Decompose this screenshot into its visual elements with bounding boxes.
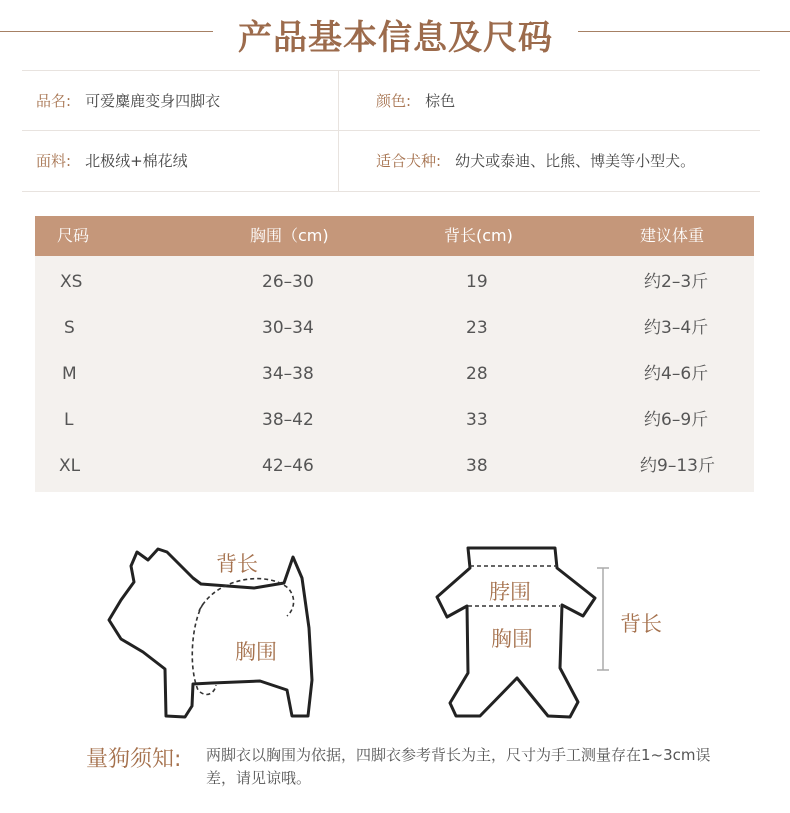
size-table [35,216,754,492]
info-divider [338,70,339,192]
cell-back: 33 [466,410,488,430]
header-size: 尺码 [57,226,90,245]
color-value: 棕色 [425,92,456,110]
note-text: 两脚衣以胸围为依据，四脚衣参考背长为主，尺寸为手工测量存在1~3cm误差，请见谅哦。 [206,746,711,787]
header-chest: 胸围（cm) [250,226,329,245]
back-length-bracket-icon [597,568,609,670]
cell-chest: 26–30 [262,272,314,292]
cell-back: 38 [466,456,488,476]
product-info-table [22,70,760,192]
info-row-2 [22,130,760,192]
cell-chest: 30–34 [262,318,314,338]
measuring-note [86,740,746,800]
cell-back: 19 [466,272,488,292]
cell-size: M [62,364,77,384]
cell-weight: 约6–9斤 [644,410,709,430]
table-row [35,351,754,397]
title-divider-left [0,31,213,32]
dog-chest-label: 胸围 [235,640,277,664]
note-label: 量狗须知: [86,747,182,772]
table-row [35,259,754,305]
cell-weight: 约4–6斤 [644,364,709,384]
dog-back-label: 背长 [216,552,258,576]
cell-weight: 约9–13斤 [640,456,715,476]
color-label: 颜色: [376,92,412,110]
fabric-value: 北极绒+棉花绒 [85,152,188,170]
header-weight: 建议体重 [640,226,705,245]
cell-size: L [64,410,74,430]
page-title: 产品基本信息及尺码 [238,18,553,58]
garment-back-label: 背长 [620,612,662,636]
name-cell [36,71,220,131]
cell-size: XS [60,272,83,292]
cell-size: XL [59,456,81,476]
table-row [35,443,754,489]
info-row-1 [22,70,760,131]
title-divider-right [578,31,790,32]
header-back: 背长(cm) [444,226,513,245]
cell-back: 23 [466,318,488,338]
title-bar [0,0,790,70]
cell-chest: 34–38 [262,364,314,384]
dog-chest-dashed-line [192,604,216,694]
table-row [35,397,754,443]
breed-cell [376,131,695,191]
breed-label: 适合犬种: [376,152,442,170]
cell-chest: 42–46 [262,456,314,476]
color-cell [376,71,455,131]
cell-chest: 38–42 [262,410,314,430]
breed-value: 幼犬或泰迪、比熊、博美等小型犬。 [455,152,696,170]
cell-back: 28 [466,364,488,384]
size-table-header [35,216,754,256]
dog-outline-icon [109,549,312,717]
fabric-label: 面料: [36,152,72,170]
name-value: 可爱麋鹿变身四脚衣 [85,92,221,110]
cell-weight: 约2–3斤 [644,272,709,292]
diagram-illustration [0,500,790,740]
garment-neck-label: 脖围 [489,580,531,604]
table-row [35,305,754,351]
name-label: 品名: [36,92,72,110]
measurement-diagram [0,500,790,740]
cell-size: S [64,318,75,338]
fabric-cell [36,131,188,191]
cell-weight: 约3–4斤 [644,318,709,338]
garment-chest-label: 胸围 [491,627,533,651]
